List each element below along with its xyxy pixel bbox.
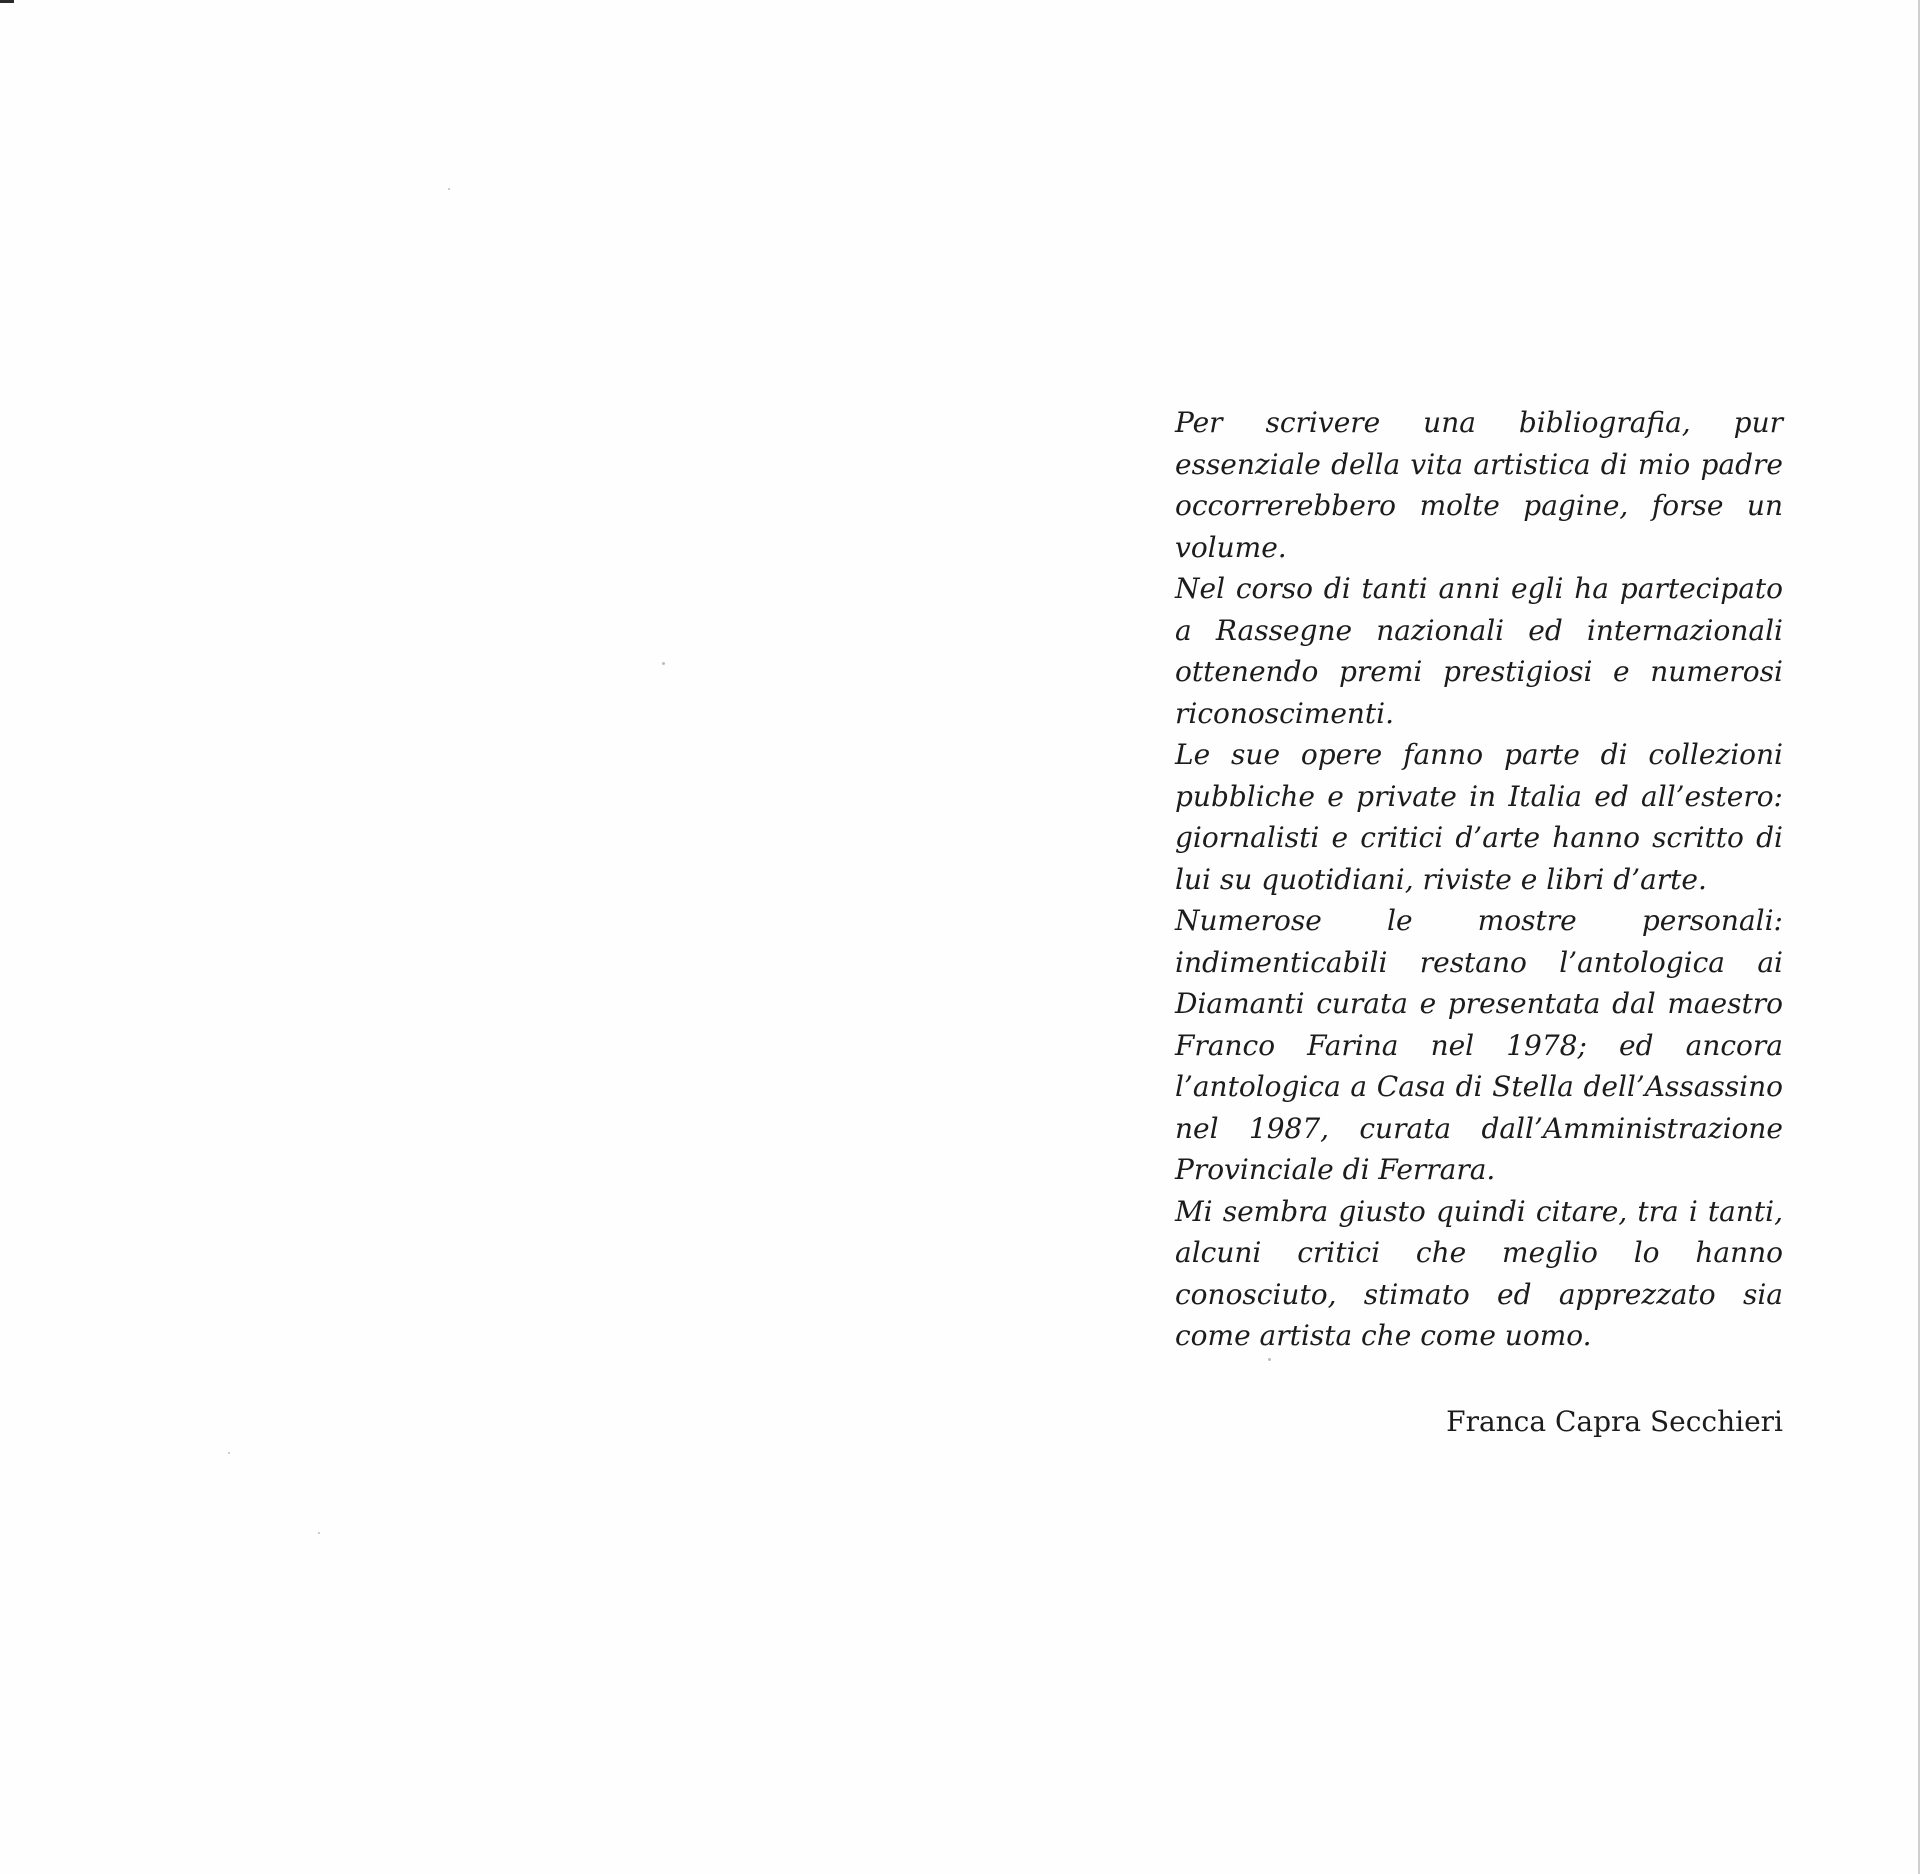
scan-speck <box>228 1452 230 1454</box>
author-signature: Franca Capra Secchieri <box>1446 1405 1783 1438</box>
scan-edge-mark <box>0 0 14 3</box>
foreword-paragraph: Mi sembra giusto quindi citare, tra i tanti, alcuni critici che meglio lo hanno conosciuto, stimato ed apprezzato sia come artista che come uomo. <box>1175 1194 1783 1352</box>
foreword-paragraph: Numerose le mostre personali: indimenticabili restano l’antologica ai Diamanti curata e presentata dal maestro Franco Farina nel 1978; ed ancora l’antologica a Casa di Stella dell’Assassino nel 1987, curata dall’Amministrazione Provinciale di Ferrara. <box>1175 904 1783 1186</box>
foreword-paragraph: Le sue opere fanno parte di collezioni pubbliche e private in Italia ed all’estero: giornalisti e critici d’arte hanno scritto di lui su quotidiani, riviste e libri d’arte. <box>1175 738 1783 896</box>
scan-speck <box>662 662 665 665</box>
foreword-paragraph: Nel corso di tanti anni egli ha partecipato a Rassegne nazionali ed internazionali ottenendo premi prestigiosi e numerosi riconoscimenti. <box>1175 572 1783 730</box>
foreword-paragraph: Per scrivere una bibliografia, pur essenziale della vita artistica di mio padre occorrerebbero molte pagine, forse un volume. <box>1175 406 1783 564</box>
foreword-text-block <box>1175 402 1783 1357</box>
scan-speck <box>1268 1358 1271 1361</box>
scan-speck <box>448 188 450 190</box>
scan-speck <box>318 1532 320 1534</box>
